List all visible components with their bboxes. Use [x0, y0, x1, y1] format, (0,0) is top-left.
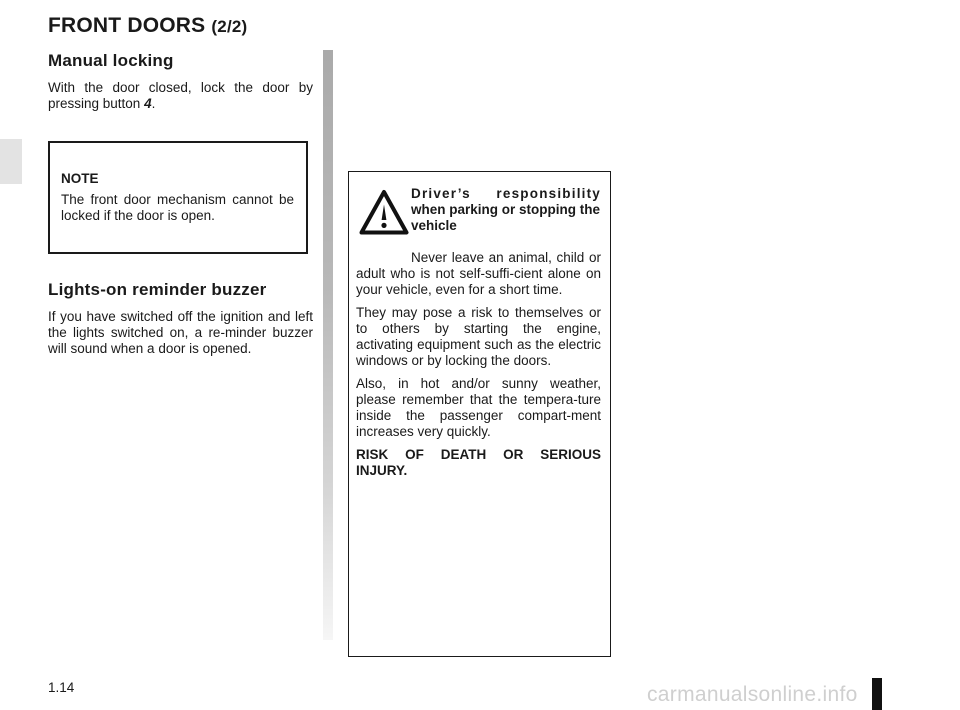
- page-number: 1.14: [48, 680, 75, 695]
- manual-locking-heading: Manual locking: [48, 51, 174, 70]
- manual-locking-text-start: With the door closed, lock the door by pressing button: [48, 80, 313, 111]
- warning-header: [356, 186, 601, 250]
- manual-locking-text: [48, 80, 313, 112]
- warning-title-line-2: when parking or stopping the vehicle: [411, 202, 600, 233]
- left-column: [48, 49, 313, 357]
- page-title-text: FRONT DOORS: [48, 14, 206, 37]
- manual-locking-section: [48, 51, 313, 112]
- manual-locking-text-end: .: [151, 96, 156, 111]
- page-title-part: (2/2): [211, 17, 248, 36]
- note-box: [48, 141, 308, 254]
- warning-title: [411, 186, 601, 234]
- warning-emphasis: RISK OF DEATH OR SERIOUS INJURY.: [356, 447, 601, 478]
- note-title: NOTE: [61, 171, 99, 186]
- corner-mark: [872, 678, 882, 710]
- column-divider: [323, 50, 333, 640]
- warning-box: [348, 171, 611, 657]
- button-reference: 4: [144, 96, 152, 111]
- warning-paragraph-3: Also, in hot and/or sunny weather, please remember that the tempera-ture inside the passenger compart-ment increases very quickly.: [356, 376, 601, 439]
- watermark-text: carmanualsonline.info: [647, 683, 858, 706]
- chapter-tab: [0, 139, 22, 184]
- lights-reminder-text: If you have switched off the ignition and left the lights switched on, a re-minder buzzer will sound when a door is opened.: [48, 309, 313, 356]
- warning-triangle-icon: [359, 189, 409, 239]
- warning-title-line-1: Driver’s responsibility: [411, 186, 601, 201]
- lights-reminder-heading: Lights-on reminder buzzer: [48, 280, 267, 299]
- lights-reminder-section: [48, 280, 313, 357]
- note-text: The front door mechanism cannot be locked if the door is open.: [61, 192, 294, 223]
- warning-paragraph-2: They may pose a risk to themselves or to others by starting the engine, activating equipment such as the electric windows or by locking the doors.: [356, 305, 601, 368]
- page-title: [48, 14, 247, 38]
- warning-paragraph-1: Never leave an animal, child or adult who is not self-suffi-cient alone on your vehicle, even for a short time.: [356, 250, 601, 297]
